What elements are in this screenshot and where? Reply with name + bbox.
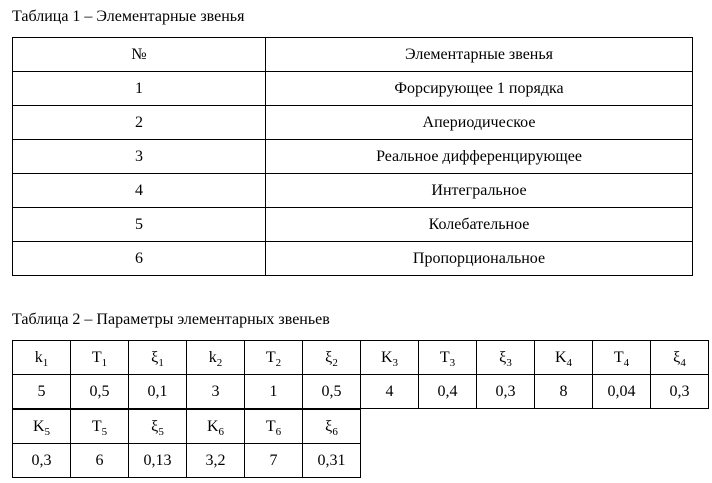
param-subscript: 2 bbox=[332, 356, 338, 369]
link-name-cell: Форсирующее 1 порядка bbox=[266, 72, 693, 106]
table-row bbox=[13, 140, 693, 174]
param-value-cell: 0,4 bbox=[419, 375, 477, 409]
param-symbol: ξ bbox=[325, 348, 333, 366]
param-values-row bbox=[13, 444, 361, 478]
link-name-cell: Интегральное bbox=[266, 174, 693, 208]
parameters-table-part2 bbox=[12, 409, 361, 478]
table1-caption: Таблица 1 – Элементарные звенья bbox=[12, 8, 245, 25]
param-subscript: 5 bbox=[44, 425, 51, 438]
param-symbol: T bbox=[91, 417, 102, 435]
param-value-cell: 0,5 bbox=[71, 375, 129, 409]
param-subscript: 1 bbox=[101, 356, 108, 369]
param-subscript: 2 bbox=[216, 356, 223, 369]
param-symbols-row bbox=[13, 341, 709, 375]
param-subscript: 6 bbox=[275, 425, 282, 438]
param-symbol: k bbox=[34, 348, 43, 366]
param-symbol-cell bbox=[535, 341, 593, 375]
param-symbol-cell bbox=[477, 341, 535, 375]
param-symbol: K bbox=[380, 348, 393, 366]
table2-caption: Таблица 2 – Параметры элементарных звеньев bbox=[12, 311, 330, 328]
param-subscript: 2 bbox=[275, 356, 282, 369]
param-subscript: 1 bbox=[158, 356, 164, 369]
param-symbol-cell bbox=[245, 410, 303, 444]
param-symbol-cell bbox=[13, 341, 71, 375]
param-symbols-row bbox=[13, 410, 361, 444]
table-row bbox=[13, 242, 693, 276]
param-subscript: 4 bbox=[680, 356, 686, 369]
param-symbol-cell bbox=[361, 341, 419, 375]
param-subscript: 3 bbox=[506, 356, 512, 369]
param-value-cell: 0,3 bbox=[651, 375, 709, 409]
param-subscript: 1 bbox=[42, 356, 49, 369]
param-symbol-cell bbox=[129, 341, 187, 375]
param-symbol-cell bbox=[303, 410, 361, 444]
row-number-cell: 2 bbox=[13, 106, 266, 140]
param-symbol-cell bbox=[13, 410, 71, 444]
param-subscript: 5 bbox=[158, 425, 164, 438]
param-value-cell: 8 bbox=[535, 375, 593, 409]
param-value-cell: 0,3 bbox=[477, 375, 535, 409]
param-value-cell: 0,5 bbox=[303, 375, 361, 409]
param-symbol: T bbox=[265, 417, 276, 435]
param-value-cell: 1 bbox=[245, 375, 303, 409]
param-value-cell: 0,3 bbox=[13, 444, 71, 478]
param-subscript: 4 bbox=[566, 356, 573, 369]
links-header: Элементарные звенья bbox=[266, 38, 693, 72]
table-row bbox=[13, 174, 693, 208]
row-number-cell: 6 bbox=[13, 242, 266, 276]
param-symbol: T bbox=[613, 348, 624, 366]
param-value-cell: 0,13 bbox=[129, 444, 187, 478]
param-symbol: K bbox=[554, 348, 567, 366]
param-subscript: 3 bbox=[449, 356, 456, 369]
param-value-cell: 0,04 bbox=[593, 375, 651, 409]
param-symbol-cell bbox=[303, 341, 361, 375]
param-symbol: ξ bbox=[673, 348, 681, 366]
param-value-cell: 6 bbox=[71, 444, 129, 478]
table-row bbox=[13, 72, 693, 106]
param-subscript: 3 bbox=[392, 356, 399, 369]
param-symbol: K bbox=[32, 417, 45, 435]
param-symbol-cell bbox=[651, 341, 709, 375]
param-subscript: 4 bbox=[623, 356, 630, 369]
parameters-table-part1 bbox=[12, 340, 709, 409]
table-row bbox=[13, 106, 693, 140]
param-value-cell: 5 bbox=[13, 375, 71, 409]
param-symbol: T bbox=[265, 348, 276, 366]
param-symbol: T bbox=[439, 348, 450, 366]
link-name-cell: Реальное дифференцирующее bbox=[266, 140, 693, 174]
param-symbol-cell bbox=[419, 341, 477, 375]
param-symbol: k bbox=[208, 348, 217, 366]
row-number-cell: 3 bbox=[13, 140, 266, 174]
param-value-cell: 0,1 bbox=[129, 375, 187, 409]
table1-header-row bbox=[13, 38, 693, 72]
param-subscript: 6 bbox=[218, 425, 225, 438]
param-symbol: ξ bbox=[151, 417, 159, 435]
param-value-cell: 3,2 bbox=[187, 444, 245, 478]
param-value-cell: 4 bbox=[361, 375, 419, 409]
param-symbol-cell bbox=[129, 410, 187, 444]
param-symbol: K bbox=[206, 417, 219, 435]
param-symbol-cell bbox=[187, 341, 245, 375]
param-value-cell: 0,31 bbox=[303, 444, 361, 478]
elementary-links-table bbox=[12, 37, 693, 276]
param-symbol-cell bbox=[245, 341, 303, 375]
param-value-cell: 7 bbox=[245, 444, 303, 478]
row-number-cell: 4 bbox=[13, 174, 266, 208]
number-header: № bbox=[13, 38, 266, 72]
param-symbol: ξ bbox=[499, 348, 507, 366]
param-value-cell: 3 bbox=[187, 375, 245, 409]
param-symbol: T bbox=[91, 348, 102, 366]
param-symbol-cell bbox=[71, 410, 129, 444]
param-symbol: ξ bbox=[325, 417, 333, 435]
link-name-cell: Пропорциональное bbox=[266, 242, 693, 276]
param-subscript: 5 bbox=[101, 425, 108, 438]
param-symbol-cell bbox=[187, 410, 245, 444]
table-row bbox=[13, 208, 693, 242]
param-symbol-cell bbox=[71, 341, 129, 375]
row-number-cell: 1 bbox=[13, 72, 266, 106]
param-values-row bbox=[13, 375, 709, 409]
param-subscript: 6 bbox=[332, 425, 338, 438]
param-symbol: ξ bbox=[151, 348, 159, 366]
row-number-cell: 5 bbox=[13, 208, 266, 242]
link-name-cell: Колебательное bbox=[266, 208, 693, 242]
param-symbol-cell bbox=[593, 341, 651, 375]
link-name-cell: Апериодическое bbox=[266, 106, 693, 140]
